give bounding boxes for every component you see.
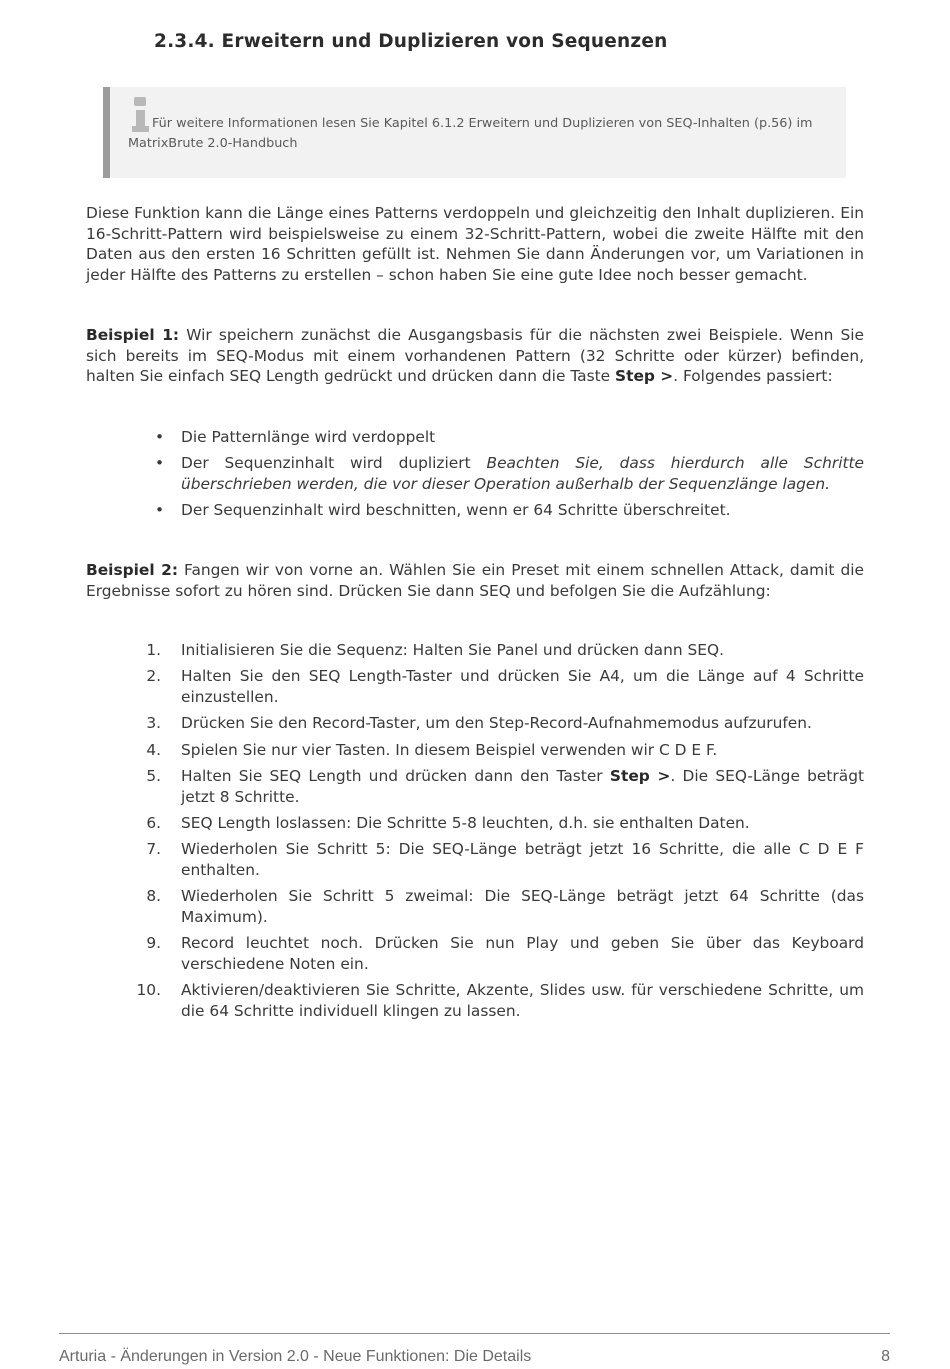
step-number: 5. — [146, 766, 161, 785]
example2-label: Beispiel 2: — [86, 561, 178, 579]
list-item-text: Der Sequenzinhalt wird beschnitten, wenn er 64 Schritte überschreitet. — [181, 501, 731, 520]
list-item-note: Beachten Sie, dass hierdurch alle Schritte überschrieben werden, die vor dieser Operation außerhalb der Sequenzlänge lagen — [181, 454, 865, 493]
step-text: Halten Sie den SEQ Length-Taster und drücken Sie A4, um die Länge auf 4 Schritte einzustellen. — [181, 667, 864, 706]
list-item — [146, 666, 864, 707]
page-number: 8 — [881, 1348, 890, 1365]
step-number: 6. — [146, 813, 161, 832]
footer-title: Arturia - Änderungen in Version 2.0 - Neue Funktionen: Die Details — [59, 1348, 532, 1365]
list-item — [146, 766, 864, 807]
step-key-label: Step > — [609, 766, 671, 785]
bullet-dot: • — [155, 428, 165, 446]
step-number: 7. — [146, 840, 161, 859]
step-text: SEQ Length loslassen: Die Schritte 5-8 leuchten, d.h. sie enthalten Daten. — [181, 813, 750, 832]
list-item-note-tail: . — [825, 474, 831, 493]
example2-step-list — [136, 640, 864, 1027]
footer-rule — [59, 1333, 890, 1334]
step-number: 9. — [146, 934, 161, 953]
list-item-text: Die Patternlänge wird verdoppelt — [181, 428, 436, 446]
step-text: Record leuchtet noch. Drücken Sie nun Play und geben Sie über das Keyboard verschiedene Noten ein. — [181, 934, 864, 973]
step-number: 4. — [146, 740, 161, 759]
intro-paragraph: Diese Funktion kann die Länge eines Patterns verdoppeln und gleichzeitig den Inhalt duplizieren. Ein 16-Schritt-Pattern wird beispielsweise zu einem 32-Schritt-Pattern, wobei die zweite Hälfte mit den Daten aus den ersten 16 Schritten gefüllt ist. Nehmen Sie dann Änderungen vor, um Variationen in jeder Hälfte des Patterns zu erstellen – schon haben Sie eine gute Idee noch besser gemacht. — [86, 204, 864, 285]
step-text-tail: . Die SEQ-Länge beträgt jetzt 8 Schritte. — [181, 766, 864, 806]
list-item — [136, 980, 864, 1021]
list-item — [146, 839, 864, 880]
list-item — [146, 640, 864, 661]
example1-text-b: . Folgendes passiert: — [673, 367, 833, 386]
step-number: 2. — [146, 667, 161, 686]
list-item — [155, 453, 865, 494]
step-number: 8. — [146, 887, 161, 906]
info-note — [103, 87, 846, 178]
step-text: Wiederholen Sie Schritt 5: Die SEQ-Länge beträgt jetzt 16 Schritte, die alle C D E F enthalten. — [181, 840, 864, 879]
step-text: Spielen Sie nur vier Tasten. In diesem Beispiel verwenden wir C D E F. — [181, 740, 718, 759]
step-number: 1. — [146, 641, 161, 659]
list-item — [146, 740, 864, 761]
info-note-text: Für weitere Informationen lesen Sie Kapitel 6.1.2 Erweitern und Duplizieren von SEQ-Inhalten (p.56) im MatrixBrute 2.0-Handbuch — [128, 116, 813, 151]
list-item — [146, 886, 864, 927]
step-text: Aktivieren/deaktivieren Sie Schritte, Akzente, Slides usw. für verschiedene Schritte, um die 64 Schritte individuell klingen zu lassen. — [181, 981, 864, 1020]
list-item — [155, 500, 864, 521]
list-item-text: Der Sequenzinhalt wird dupliziert — [181, 454, 487, 473]
list-item — [155, 427, 864, 448]
list-item — [146, 933, 864, 974]
example1-label: Beispiel 1: — [86, 326, 180, 344]
step-key-label: Step > — [615, 367, 674, 386]
example1-text-a: Wir speichern zunächst die Ausgangsbasis für die nächsten zwei Beispiele. Wenn Sie sich bereits im SEQ-Modus mit einem vorhandenen Pattern (32 Schritte oder kürzer) befinden, halten Sie einfach SEQ Length gedrückt und drücken dann die Taste — [86, 326, 864, 386]
section-heading: 2.3.4. Erweitern und Duplizieren von Sequenzen — [154, 31, 668, 52]
step-number: 10. — [136, 981, 161, 1000]
list-item — [146, 813, 864, 834]
example2-text: Fangen wir von vorne an. Wählen Sie ein Preset mit einem schnellen Attack, damit die Ergebnisse sofort zu hören sind. Drücken Sie dann SEQ und befolgen Sie die Aufzählung: — [86, 561, 864, 600]
step-text: Drücken Sie den Record-Taster, um den Step-Record-Aufnahmemodus aufzurufen. — [181, 714, 812, 733]
step-text: Initialisieren Sie die Sequenz: Halten Sie Panel und drücken dann SEQ. — [181, 641, 724, 659]
bullet-dot: • — [155, 501, 165, 520]
list-item — [146, 713, 864, 734]
example2-paragraph — [86, 560, 864, 601]
example1-paragraph — [86, 325, 864, 387]
step-text: Halten Sie SEQ Length und drücken dann den Taster — [181, 766, 610, 785]
example1-bullet-list — [155, 427, 865, 526]
bullet-dot: • — [155, 454, 165, 473]
step-text: Wiederholen Sie Schritt 5 zweimal: Die SEQ-Länge beträgt jetzt 64 Schritte (das Maximum). — [181, 887, 864, 926]
step-number: 3. — [146, 714, 161, 733]
